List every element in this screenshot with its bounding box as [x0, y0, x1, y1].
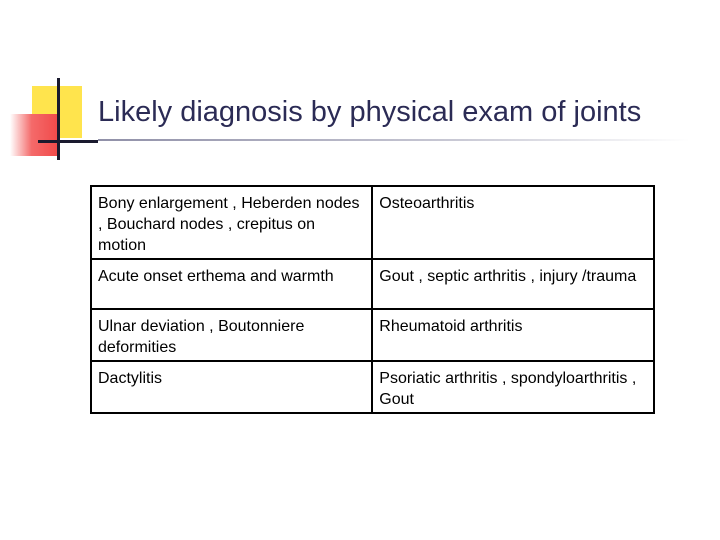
decor-red-square — [10, 114, 58, 156]
finding-cell: Ulnar deviation , Boutonniere deformities — [91, 309, 372, 361]
decor-horizontal-line — [38, 140, 98, 143]
diagnosis-table — [90, 185, 655, 414]
finding-cell: Acute onset erthema and warmth — [91, 259, 372, 309]
finding-cell: Dactylitis — [91, 361, 372, 413]
table-row — [91, 361, 654, 413]
diagnosis-cell: Psoriatic arthritis , spondyloarthritis , Gout — [372, 361, 654, 413]
decor-vertical-line — [57, 78, 60, 160]
table-row — [91, 309, 654, 361]
finding-cell: Bony enlargement , Heberden nodes , Bouchard nodes , crepitus on motion — [91, 186, 372, 259]
diagnosis-cell: Rheumatoid arthritis — [372, 309, 654, 361]
table-row — [91, 259, 654, 309]
slide-title: Likely diagnosis by physical exam of joints — [98, 96, 642, 128]
table-row — [91, 186, 654, 259]
diagnosis-cell: Osteoarthritis — [372, 186, 654, 259]
diagnosis-cell: Gout , septic arthritis , injury /trauma — [372, 259, 654, 309]
title-underline — [98, 139, 690, 141]
